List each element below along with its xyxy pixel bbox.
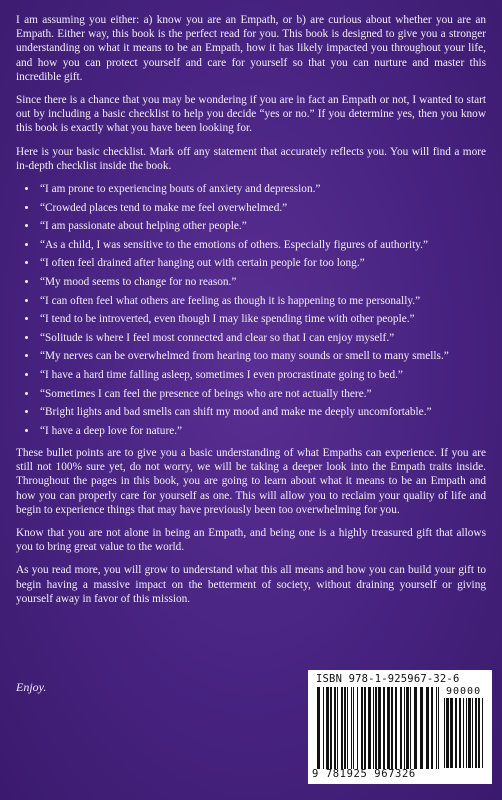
barcode-bar [395,687,397,769]
barcode-bar [404,687,405,769]
barcode-bar [466,698,467,768]
checklist-item: • “Sometimes I can feel the presence of beings who are not actually there.” [38,387,486,401]
barcode-addon-bars [444,698,486,768]
checklist-item: • “My mood seems to change for no reason.” [38,275,486,289]
barcode-bar [334,687,336,769]
barcode-bar [468,698,471,768]
barcode-bar [373,687,374,769]
barcode-bar [391,687,393,769]
barcode-bar [450,698,453,768]
checklist-item: • “I have a deep love for nature.” [38,424,486,438]
barcode-bar [383,687,385,769]
barcode-bar [351,687,352,769]
outro-paragraph-1: These bullet points are to give you a basic understanding of what Empaths can experience. If you are still not 100% sure yet, do not worry, we will be taking a deeper look into the Empath traits inside. Throughout the pages in this book, you are going to learn about what it means to be an Empath and how you can properly care for yourself as one. This will allow you to reclaim your quality of life and begin to experience things that may have previously been too overwhelming for you. [16,446,486,516]
empath-checklist [16,182,486,438]
checklist-item: • “Crowded places tend to make me feel overwhelmed.” [38,201,486,215]
checklist-item: • “As a child, I was sensitive to the emotions of others. Especially figures of authority.” [38,238,486,252]
checklist-item: • “I am passionate about helping other people.” [38,219,486,233]
barcode-bar [387,687,390,769]
outro-paragraph-3: As you read more, you will grow to understand what this all means and how you can build your gift to begin having a massive impact on the betterment of society, without draining yourself or giving yourself away in favor of this mission. [16,564,486,605]
barcode-bar [459,698,461,768]
barcode-bar [326,687,329,769]
checklist-item: • “I can often feel what others are feeling as though it is happening to me personally.” [38,294,486,308]
barcode-bar [472,698,473,768]
barcode-bar [344,687,346,769]
barcode-bar [353,687,354,769]
barcode-bar [436,687,437,769]
barcode-bar [414,687,417,769]
barcode-bar [446,698,449,768]
back-cover-text [16,13,486,615]
checklist-item: • “Bright lights and bad smells can shift my mood and make me deeply uncomfortable.” [38,405,486,419]
barcode-bar [364,687,366,769]
intro-paragraph-3: Here is your basic checklist. Mark off any statement that accurately reflects you. You will find a more in-depth checklist inside the book. [16,145,486,172]
barcode-bar [323,687,324,769]
checklist-item: • “I tend to be introverted, even though I may like spending time with other people.” [38,312,486,326]
checklist-item: • “I am prone to experiencing bouts of anxiety and depression.” [38,182,486,196]
barcode-bar [410,687,411,769]
intro-paragraph-2: Since there is a chance that you may be wondering if you are in fact an Empath or not, I wanted to start out by including a basic checklist to help you decide “yes or no.” If you determine yes, then you know this book is exactly what you have been looking for. [16,94,486,135]
barcode-bar [378,687,381,769]
barcode-digits: 9 781925 967326 [312,768,416,780]
outro-paragraph-2: Know that you are not alone in being an Empath, and being one is a highly treasured gift that allows you to bring great value to the world. [16,526,486,554]
barcode-bar [482,698,483,768]
closing-text: Enjoy. [16,680,47,694]
barcode-bar [341,687,343,769]
barcode-bar [420,687,423,769]
barcode-bar [357,687,358,769]
barcode-bar [361,687,363,769]
barcode-bar [375,687,377,769]
barcode-bar [444,698,445,768]
checklist-item: • “Solitude is where I feel most connected and clear so that I can enjoy myself.” [38,331,486,345]
barcode-bar [478,698,480,768]
barcode-bar [317,687,320,769]
barcode-bar [330,687,332,769]
barcode-bar [406,687,409,769]
intro-paragraph-1: I am assuming you either: a) know you are an Empath, or b) are curious about whether you are an Empath. Either way, this book is the perfect read for you. This book is designed to give you a stronger understanding on what it means to be an Empath, how it has likely impacted you throughout your life, and how you can protect yourself and care for yourself so that you can nurture and master this incredible gift. [16,14,486,83]
isbn-label: ISBN 978-1-925967-32-6 [316,673,460,685]
barcode-bar [438,687,439,769]
barcode-bar [431,687,433,769]
barcode-bar [455,698,457,768]
barcode-bar [368,687,371,769]
barcode-bar [426,687,429,769]
barcode-bar [337,687,338,769]
barcode-bars [317,687,441,769]
checklist-item: • “My nerves can be overwhelmed from hearing too many sounds or smell to many smells.” [38,349,486,363]
barcode-bar [475,698,477,768]
checklist-item: • “I often feel drained after hanging out with certain people for too long.” [38,256,486,270]
barcode-bar [347,687,348,769]
isbn-barcode [308,670,492,784]
checklist-item: • “I have a hard time falling asleep, sometimes I even procrastinate going to bed.” [38,368,486,382]
barcode-bar [400,687,402,769]
barcode-bar [463,698,464,768]
barcode-addon-number: 90000 [446,686,482,697]
